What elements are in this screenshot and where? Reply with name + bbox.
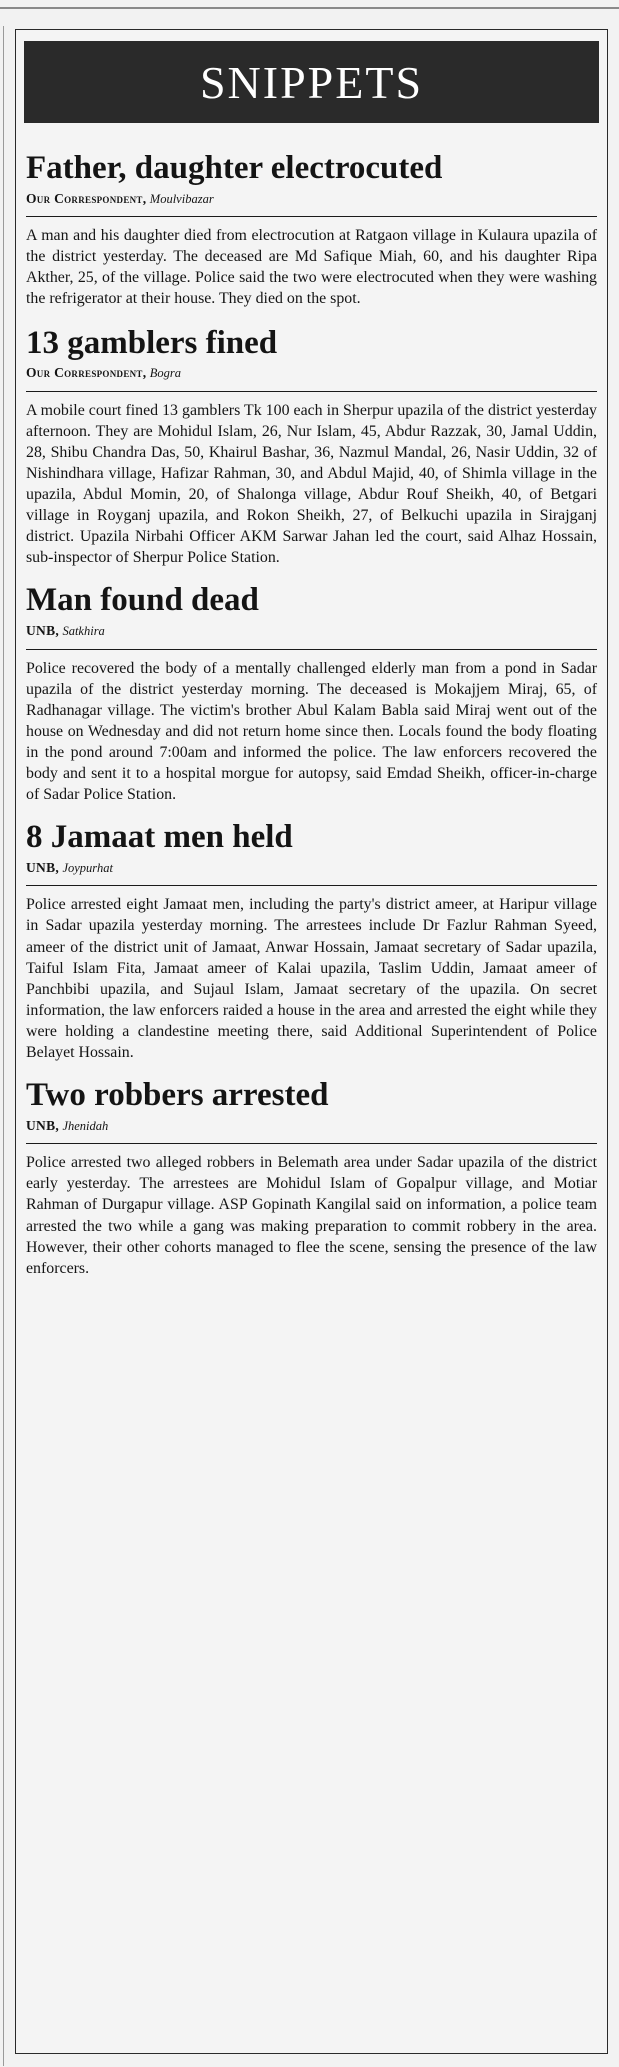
story-body: A man and his daughter died from electrocution at Ratgaon village in Kulaura upazila of the district yesterday. The deceased are Md Safique Miah, 60, and his daughter Ripa Akther, 25, of the village. Police said the two were electrocuted when they were washing the refrigerator at their house. They died on the spot. (26, 227, 597, 308)
byline-rule (26, 216, 597, 217)
story-body: Police arrested two alleged robbers in Belemath area under Sadar upazila of the district early yesterday. The arrestees are Mohidul Islam of Gopalpur village, and Motiar Rahman of Durgapur village. ASP Gopinath Kangilal said on information, a police team arrested the two while a gang was making preparation to commit robbery in the area. However, their other cohorts managed to flee the scene, sensing the presence of the law enforcers. (26, 1154, 597, 1277)
byline-rule (26, 885, 597, 886)
byline-source: Our Correspondent, (26, 190, 147, 206)
stories-container (16, 150, 607, 1279)
top-rule (0, 7, 619, 9)
story-byline (26, 365, 597, 381)
story-byline (26, 623, 597, 639)
byline-rule (26, 391, 597, 392)
story-headline: 8 Jamaat men held (26, 819, 293, 856)
byline-source: UNB, (26, 860, 60, 876)
snippets-column (15, 29, 608, 2054)
story-body: A mobile court fined 13 gamblers Tk 100 each in Sherpur upazila of the district yesterday afternoon. They are Mohidul Islam, 26, Nur Islam, 45, Abdur Razzak, 30, Jamal Uddin, 28, Shibu Chandra Das, 50, Khairul Bashar, 36, Nazmul Mandal, 26, Nasir Uddin, 32 of Nishindhara village, Hafizar Rahman, 30, and Abdul Majid, 40, of Shimla village in the upazila, Abdul Momin, 20, of Shalonga village, Abdur Rouf Sheikh, 40, of Betgari village in Royganj upazila, and Rokon Sheikh, 27, of Belkuchi upazila in Sirajganj district. Upazila Nirbahi Officer AKM Sarwar Jahan led the court, said Alhaz Hossain, sub-inspector of Sherpur Police Station. (26, 401, 597, 567)
story-headline: Two robbers arrested (26, 1077, 329, 1114)
section-title: SNIPPETS (199, 56, 424, 108)
byline-rule (26, 649, 597, 650)
byline-source: UNB, (26, 623, 60, 639)
story-jamaat-men-held (26, 819, 597, 1063)
byline-rule (26, 1143, 597, 1144)
byline-place: Bogra (149, 366, 182, 381)
story-body: Police arrested eight Jamaat men, including the party's district ameer, at Haripur village in Sadar upazila yesterday morning. The arrestees include Dr Fazlur Rahman Syeed, ameer of the district unit of Jamaat, Anwar Hossain, Jamaat secretary of Sadar upazila, Taiful Islam Fita, Jamaat ameer of Kalai upazila, Taslim Uddin, Jamaat ameer of Panchbibi upazila, and Sujaul Islam, Jamaat secretary of the upazila. On secret information, the law enforcers raided a house in the area and arrested the eight while they were holding a clandestine meeting there, said Additional Superintendent of Police Belayet Hossain. (26, 896, 597, 1061)
story-byline (26, 860, 597, 876)
byline-place: Moulvibazar (149, 191, 214, 206)
section-banner (24, 41, 599, 123)
left-margin-rule (3, 26, 4, 2066)
story-electrocuted (26, 150, 597, 310)
story-headline: Man found dead (26, 582, 259, 619)
byline-place: Joypurhat (62, 861, 113, 876)
byline-source: Our Correspondent, (26, 365, 147, 381)
story-man-found-dead (26, 582, 597, 805)
story-byline (26, 191, 597, 207)
byline-source: UNB, (26, 1118, 60, 1134)
story-body: Police recovered the body of a mentally challenged elderly man from a pond in Sadar upazila of the district yesterday morning. The deceased is Mokajjem Miraj, 65, of Radhanagar village. The victim's brother Abul Kalam Babla said Miraj went out of the house on Wednesday and did not return home since then. Locals found the body floating in the pond around 7:00am and informed the police. The law enforcers recovered the body and sent it to a hospital morgue for autopsy, said Emdad Sheikh, officer-in-charge of Sadar Police Station. (26, 659, 597, 804)
story-headline: 13 gamblers fined (26, 324, 278, 361)
story-headline: Father, daughter electrocuted (26, 150, 443, 186)
story-robbers-arrested (26, 1077, 597, 1279)
byline-place: Jhenidah (62, 1119, 109, 1134)
story-byline (26, 1118, 597, 1134)
story-gamblers (26, 325, 597, 569)
byline-place: Satkhira (62, 624, 105, 639)
